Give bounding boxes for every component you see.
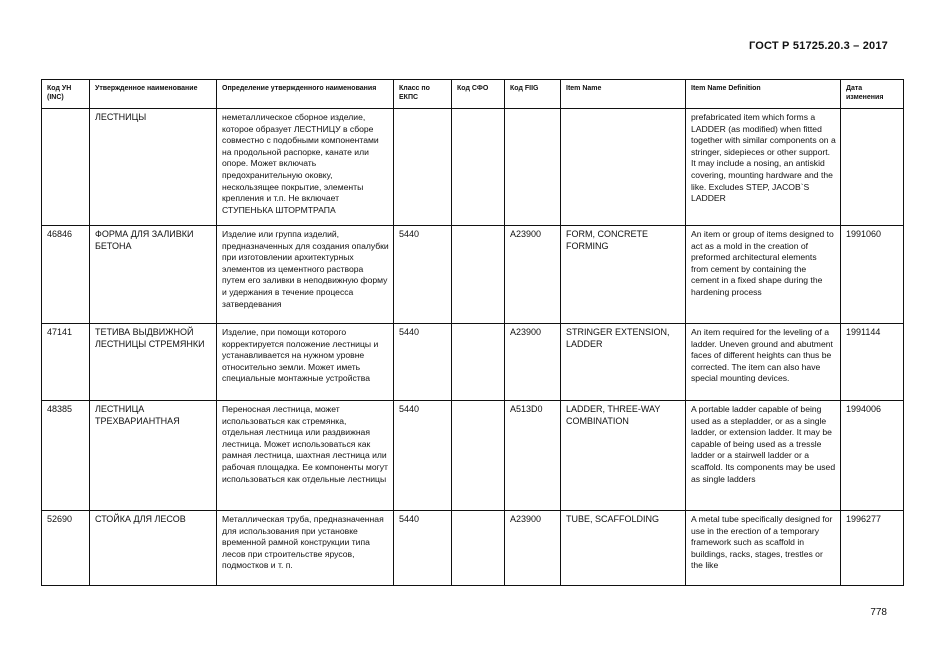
cell-definition: Металлическая труба, предназначенная для использования при установке временной рамной конструкции типа лесов при строительстве ярусов, подмостков и т. п. <box>217 511 394 586</box>
cell-class <box>394 109 452 226</box>
cell-inc <box>42 109 90 226</box>
table-row <box>42 324 904 401</box>
cell-approved-name: СТОЙКА ДЛЯ ЛЕСОВ <box>90 511 217 586</box>
column-header-inc: Код УН (INC) <box>42 80 90 109</box>
page-number: 778 <box>870 607 887 618</box>
cell-inc: 47141 <box>42 324 90 401</box>
column-header-date: Дата изменения <box>841 80 904 109</box>
cell-sfo <box>452 511 505 586</box>
cell-item-name-definition: An item required for the leveling of a ladder. Uneven ground and abutment faces of different heights can thus be corrected. The item can also have special mounting devices. <box>686 324 841 401</box>
cell-definition: Переносная лестница, может использоваться как стремянка, отдельная лестница или раздвижная лестница. Может использоваться как рамная лестница, шахтная лестница или рабочая площадка. Ее компоненты могут использоваться как отдельные лестницы <box>217 401 394 511</box>
cell-date <box>841 109 904 226</box>
cell-class: 5440 <box>394 511 452 586</box>
column-header-item-name-definition: Item Name Definition <box>686 80 841 109</box>
cell-date: 1991144 <box>841 324 904 401</box>
cell-fiig <box>505 109 561 226</box>
cell-sfo <box>452 109 505 226</box>
table-row <box>42 109 904 226</box>
column-header-item-name: Item Name <box>561 80 686 109</box>
column-header-sfo: Код СФО <box>452 80 505 109</box>
table-row <box>42 401 904 511</box>
column-header-definition: Определение утвержденного наименования <box>217 80 394 109</box>
cell-item-name-definition: A portable ladder capable of being used as a stepladder, or as a single ladder, or extension ladder. It may be capable of being used as a tressle ladder or a stairwell ladder or a scaffold. Its components may be used as single ladders <box>686 401 841 511</box>
cell-class: 5440 <box>394 226 452 324</box>
cell-item-name: TUBE, SCAFFOLDING <box>561 511 686 586</box>
cell-class: 5440 <box>394 324 452 401</box>
table-row <box>42 226 904 324</box>
item-name-table <box>41 79 904 586</box>
cell-sfo <box>452 226 505 324</box>
cell-class: 5440 <box>394 401 452 511</box>
cell-item-name-definition: A metal tube specifically designed for use in the erection of a temporary framework such as scaffold in buildings, racks, stages, trestles or the like <box>686 511 841 586</box>
cell-item-name: FORM, CONCRETE FORMING <box>561 226 686 324</box>
cell-sfo <box>452 324 505 401</box>
cell-approved-name: ТЕТИВА ВЫДВИЖНОЙ ЛЕСТНИЦЫ СТРЕМЯНКИ <box>90 324 217 401</box>
cell-item-name <box>561 109 686 226</box>
column-header-approved-name: Утвержденное наименование <box>90 80 217 109</box>
cell-inc: 48385 <box>42 401 90 511</box>
cell-item-name: LADDER, THREE-WAY COMBINATION <box>561 401 686 511</box>
cell-fiig: A23900 <box>505 511 561 586</box>
cell-approved-name: ЛЕСТНИЦЫ <box>90 109 217 226</box>
column-header-fiig: Код FIIG <box>505 80 561 109</box>
cell-inc: 46846 <box>42 226 90 324</box>
cell-approved-name: ЛЕСТНИЦА ТРЕХВАРИАНТНАЯ <box>90 401 217 511</box>
cell-definition: Изделие, при помощи которого корректируется положение лестницы и устанавливается на нужном уровне относительно земли. Может иметь специальные монтажные устройства <box>217 324 394 401</box>
cell-date: 1996277 <box>841 511 904 586</box>
cell-approved-name: ФОРМА ДЛЯ ЗАЛИВКИ БЕТОНА <box>90 226 217 324</box>
column-header-class: Класс по ЕКПС <box>394 80 452 109</box>
table-row <box>42 511 904 586</box>
cell-inc: 52690 <box>42 511 90 586</box>
cell-item-name: STRINGER EXTENSION, LADDER <box>561 324 686 401</box>
cell-date: 1994006 <box>841 401 904 511</box>
table-header-row <box>42 80 904 109</box>
cell-definition: неметаллическое сборное изделие, которое образует ЛЕСТНИЦУ в сборе совместно с подобными компонентами на продольной распорке, канате или опоре. Может включать предохранительную оковку, нескользящее покрытие, элементы крепления и т.п. Не включает СТУПЕНЬКА ШТОРМТРАПА <box>217 109 394 226</box>
cell-fiig: A23900 <box>505 226 561 324</box>
cell-fiig: A23900 <box>505 324 561 401</box>
cell-date: 1991060 <box>841 226 904 324</box>
cell-fiig: A513D0 <box>505 401 561 511</box>
document-title: ГОСТ Р 51725.20.3 – 2017 <box>748 40 888 52</box>
cell-sfo <box>452 401 505 511</box>
cell-item-name-definition: prefabricated item which forms a LADDER (as modified) when fitted together with similar components on a stringer, sidepieces or other support. It may include a nosing, an antiskid covering, mounting hardware and the like. Excludes STEP, JACOB`S LADDER <box>686 109 841 226</box>
cell-definition: Изделие или группа изделий, предназначенных для создания опалубки при изготовлении архитектурных элементов из цементного раствора путем его заливки в неподвижную форму и удержания в течение процесса затвердевания <box>217 226 394 324</box>
cell-item-name-definition: An item or group of items designed to act as a mold in the creation of preformed architectural elements from cement by containing the cement in a fixed shape during the hardening process <box>686 226 841 324</box>
